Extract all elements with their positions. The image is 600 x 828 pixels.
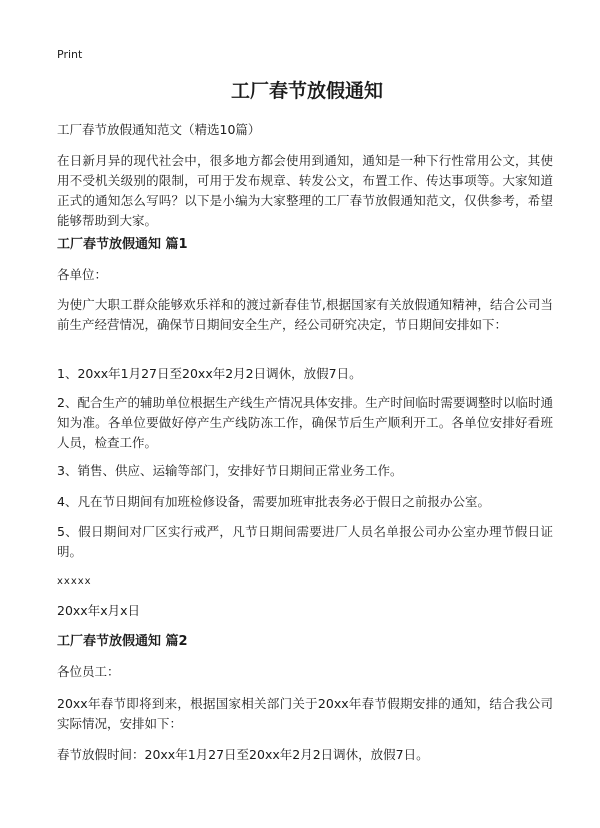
intro-paragraph: 在日新月异的现代社会中，很多地方都会使用到通知，通知是一种下行性常用公文，其使用不受机关级别的限制，可用于发布规章、转发公文，布置工作、传达事项等。大家知道正式的通知怎么写吗？以下是小编为大家整理的工厂春节放假通知范文，仅供参考，希望能够帮助到大家。 (57, 153, 553, 228)
document-subtitle: 工厂春节放假通知范文（精选10篇） (57, 122, 261, 137)
section-2-holiday: 春节放假时间：20xx年1月27日至20xx年2月2日调休，放假7日。 (57, 747, 429, 762)
print-button[interactable]: Print (57, 48, 83, 61)
section-1-signature: xxxxx (57, 576, 92, 587)
section-2-body: 20xx年春节即将到来，根据国家相关部门关于20xx年春节假期安排的通知，结合我公司实际情况，安排如下： (57, 696, 553, 731)
section-1-item-1: 1、20xx年1月27日至20xx年2月2日调休，放假7日。 (57, 366, 362, 381)
section-1-item-3: 3、销售、供应、运输等部门，安排好节日期间正常业务工作。 (57, 463, 403, 478)
section-1-body: 为使广大职工群众能够欢乐祥和的渡过新春佳节,根据国家有关放假通知精神，结合公司当前生产经营情况，确保节日期间安全生产，经公司研究决定，节日期间安排如下： (57, 297, 553, 332)
section-1-item-4: 4、凡在节日期间有加班检修设备，需要加班审批表务必于假日之前报办公室。 (57, 494, 490, 509)
page-title: 工厂春节放假通知 (230, 80, 383, 102)
section-1-date: 20xx年x月x日 (57, 603, 140, 618)
section-heading-2: 工厂春节放假通知 篇2 (57, 634, 188, 649)
section-1-salutation: 各单位： (57, 267, 108, 282)
section-1-item-5: 5、假日期间对厂区实行戒严，凡节日期间需要进厂人员名单报公司办公室办理节假日证明。 (57, 524, 553, 559)
section-2-salutation: 各位员工： (57, 664, 120, 679)
section-1-item-2: 2、配合生产的辅助单位根据生产线生产情况具体安排。生产时间临时需要调整时以临时通知为准。各单位要做好停产生产线防冻工作，确保节后生产顺利开工。各单位安排好看班人员，检查工作。 (57, 395, 553, 450)
section-heading-1: 工厂春节放假通知 篇1 (57, 237, 188, 252)
